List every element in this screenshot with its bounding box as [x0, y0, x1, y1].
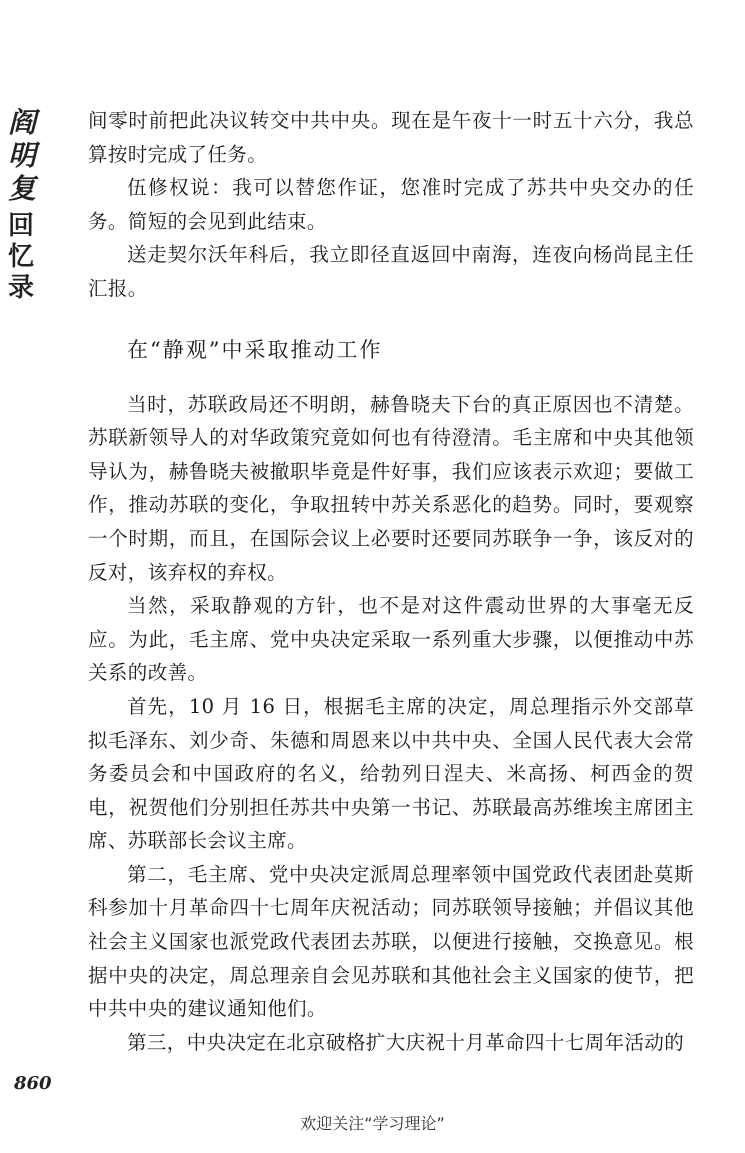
paragraph: 伍修权说：我可以替您作证，您准时完成了苏共中央交办的任务。简短的会见到此结束。 [88, 176, 694, 233]
paragraph: 第三，中央决定在北京破格扩大庆祝十月革命四十七周年活动的 [127, 1030, 685, 1054]
paragraph-continuation: 间零时前把此决议转交中共中央。现在是午夜十一时五十六分，我总算按时完成了任务。 [88, 109, 694, 166]
paragraph: 当时，苏联政局还不明朗，赫鲁晓夫下台的真正原因也不清楚。苏联新领导人的对华政策究竟如何也有待澄清。毛主席和中央其他领导认为，赫鲁晓夫被撤职毕竟是件好事，我们应该表示欢迎；要做工作，推动苏联的变化，争取扭转中苏关系恶化的趋势。同时，要观察一个时期，而且，在国际会议上必要时还要同苏联争一争，该反对的反对，该弃权的弃权。 [88, 392, 694, 584]
footer-note: 欢迎关注“学习理论” [300, 1114, 445, 1133]
paragraph: 第二，毛主席、党中央决定派周总理率领中国党政代表团赴莫斯科参加十月革命四十七周年庆祝活动；同苏联领导接触；并倡议其他社会主义国家也派党政代表团去苏联，以便进行接触，交换意见。根据中央的决定，周总理亲自会见苏联和其他社会主义国家的使节，把中共中央的建议通知他们。 [88, 862, 694, 1021]
book-title: 回忆录 [8, 211, 35, 303]
paragraph: 当然，采取静观的方针，也不是对这件震动世界的大事毫无反应。为此，毛主席、党中央决定采取一系列重大步骤，以便推动中苏关系的改善。 [88, 594, 694, 685]
page-number: 860 [14, 1073, 52, 1094]
paragraph: 首先，10 月 16 日，根据毛主席的决定，周总理指示外交部草拟毛泽东、刘少奇、朱德和周恩来以中共中央、全国人民代表大会常务委员会和中国政府的名义，给勃列日涅夫、米高扬、柯西金的贺电，祝贺他们分别担任苏共中央第一书记、苏联最高苏维埃主席团主席、苏联部长会议主席。 [88, 694, 694, 853]
paragraph: 送走契尔沃年科后，我立即径直返回中南海，连夜向杨尚昆主任汇报。 [88, 243, 694, 300]
author-name: 阎明复 [8, 106, 37, 205]
running-title [8, 106, 44, 304]
section-heading: 在“静观”中采取推动工作 [127, 337, 383, 362]
page-body [88, 104, 694, 1059]
